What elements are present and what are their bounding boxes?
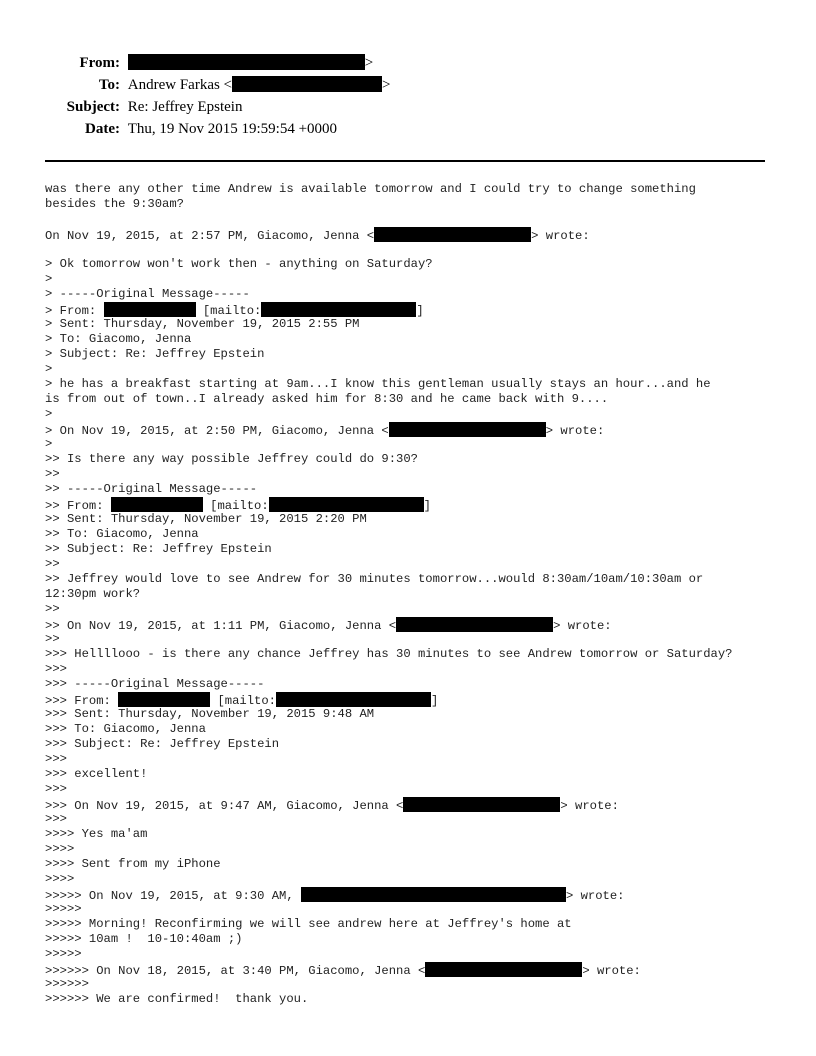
body-line-text: >> Sent: Thursday, November 19, 2015 2:20 PM xyxy=(45,512,367,526)
body-line-text: ] xyxy=(416,304,424,318)
body-line xyxy=(45,257,785,272)
header-subject-row xyxy=(0,98,242,116)
body-line xyxy=(45,677,785,692)
redaction-block xyxy=(403,797,560,812)
body-line-text: >> From: xyxy=(45,499,111,513)
redaction-block xyxy=(389,422,546,437)
body-line-text: >>> From: xyxy=(45,694,119,708)
body-line-text: [mailto: xyxy=(195,304,262,318)
body-line-text: >>> xyxy=(45,662,67,676)
body-line-text: >>>>>> xyxy=(45,977,89,991)
body-line xyxy=(45,407,785,422)
redaction-block xyxy=(425,962,582,977)
body-line-text: besides the 9:30am? xyxy=(45,197,184,211)
body-line xyxy=(45,782,785,797)
body-line xyxy=(45,722,785,737)
body-line xyxy=(45,587,785,602)
body-line-text: > wrote: xyxy=(545,424,605,438)
body-line-text: >>>>> xyxy=(45,902,82,916)
body-line-text: >>> Subject: Re: Jeffrey Epstein xyxy=(45,737,280,751)
body-line xyxy=(45,827,785,842)
body-line-text: >>>> Yes ma'am xyxy=(45,827,148,841)
body-line xyxy=(45,317,785,332)
body-line xyxy=(45,302,785,317)
body-line xyxy=(45,362,785,377)
body-line-text: >>> Sent: Thursday, November 19, 2015 9:48 AM xyxy=(45,707,375,721)
body-line-text: >>> xyxy=(45,782,67,796)
body-line xyxy=(45,422,785,437)
body-line-text: >>>>> Morning! Reconfirming we will see andrew here at Jeffrey's home at xyxy=(45,917,572,931)
body-line-text: >>>>>> On Nov 18, 2015, at 3:40 PM, Giacomo, Jenna < xyxy=(45,964,426,978)
body-line-text: >> To: Giacomo, Jenna xyxy=(45,527,199,541)
body-line xyxy=(45,182,785,197)
redaction-block xyxy=(396,617,553,632)
to-value xyxy=(128,77,391,93)
redaction-block xyxy=(276,692,431,707)
body-line xyxy=(45,212,785,227)
body-line xyxy=(45,632,785,647)
body-line xyxy=(45,902,785,917)
body-line-text: > On Nov 19, 2015, at 2:50 PM, Giacomo, Jenna < xyxy=(45,424,389,438)
body-line xyxy=(45,602,785,617)
body-line-text: is from out of town..I already asked him for 8:30 and he came back with 9.... xyxy=(45,392,609,406)
body-line-text: > wrote: xyxy=(560,799,619,813)
body-line-text: >> xyxy=(45,467,60,481)
body-line-text: >>>>>> We are confirmed! thank you. xyxy=(45,992,309,1006)
header-divider xyxy=(45,160,765,162)
body-line-text: was there any other time Andrew is available tomorrow and I could try to change something xyxy=(45,182,696,196)
header-to-row xyxy=(0,76,391,94)
body-line-text: > wrote: xyxy=(582,964,641,978)
redaction-block xyxy=(374,227,531,242)
body-line-text: > Subject: Re: Jeffrey Epstein xyxy=(45,347,265,361)
body-line-text: >> Subject: Re: Jeffrey Epstein xyxy=(45,542,272,556)
body-line-text: > From: xyxy=(45,304,104,318)
body-line xyxy=(45,497,785,512)
redaction-block xyxy=(232,76,382,92)
body-line-text: >>>>> On Nov 19, 2015, at 9:30 AM, xyxy=(45,889,301,903)
body-line xyxy=(45,527,785,542)
body-line-text: > xyxy=(45,272,53,286)
body-line xyxy=(45,452,785,467)
body-line xyxy=(45,887,785,902)
body-line xyxy=(45,752,785,767)
redaction-block xyxy=(269,497,424,512)
date-value: Thu, 19 Nov 2015 19:59:54 +0000 xyxy=(127,121,338,137)
body-line-text: >>>> Sent from my iPhone xyxy=(45,857,221,871)
to-suffix: > xyxy=(382,77,391,93)
body-line xyxy=(45,572,785,587)
redaction-block xyxy=(118,692,210,707)
header-from-row xyxy=(0,54,373,72)
body-line xyxy=(45,797,785,812)
body-line-text: On Nov 19, 2015, at 2:57 PM, Giacomo, Jenna < xyxy=(45,229,375,243)
redaction-block xyxy=(104,302,196,317)
body-line xyxy=(45,227,785,242)
body-line-text: > To: Giacomo, Jenna xyxy=(45,332,192,346)
body-line-text: ] xyxy=(430,694,439,708)
body-line xyxy=(45,872,785,887)
body-line xyxy=(45,992,785,1007)
body-line xyxy=(45,947,785,962)
body-line-text: >> xyxy=(45,632,60,646)
body-line-text: > -----Original Message----- xyxy=(45,287,250,301)
body-line xyxy=(45,437,785,452)
body-line-text: [mailto: xyxy=(202,499,269,513)
body-line-text: > wrote: xyxy=(553,619,612,633)
body-line-text: >> Jeffrey would love to see Andrew for 30 minutes tomorrow...would 8:30am/10am/10:30am or xyxy=(45,572,704,586)
from-value xyxy=(128,55,373,71)
body-line xyxy=(45,737,785,752)
body-line xyxy=(45,242,785,257)
body-line xyxy=(45,812,785,827)
body-line xyxy=(45,617,785,632)
body-line-text: > Ok tomorrow won't work then - anything on Saturday? xyxy=(45,257,433,271)
body-line-text: > he has a breakfast starting at 9am...I know this gentleman usually stays an hour...and he xyxy=(45,377,711,391)
from-suffix: > xyxy=(364,55,374,71)
redaction-block xyxy=(128,54,365,70)
body-line xyxy=(45,332,785,347)
body-line-text: [mailto: xyxy=(210,694,276,708)
body-line xyxy=(45,512,785,527)
body-line xyxy=(45,977,785,992)
body-line-text: >>>>> 10am ! 10-10:40am ;) xyxy=(45,932,243,946)
body-line xyxy=(45,377,785,392)
subject-label: Subject: xyxy=(66,99,120,115)
body-line xyxy=(45,287,785,302)
body-line-text: >>>> xyxy=(45,872,75,886)
body-line-text: ] xyxy=(423,499,431,513)
body-line-text: >>> xyxy=(45,752,67,766)
body-line xyxy=(45,392,785,407)
body-line-text: >>> Hellllooo - is there any chance Jeffrey has 30 minutes to see Andrew tomorrow or Saturday? xyxy=(45,647,733,661)
body-line xyxy=(45,692,785,707)
body-line xyxy=(45,857,785,872)
email-body xyxy=(45,182,785,1007)
body-line-text: > xyxy=(45,437,53,451)
body-line xyxy=(45,542,785,557)
body-line-text: > xyxy=(45,407,53,421)
body-line-text: >> xyxy=(45,602,60,616)
body-line xyxy=(45,197,785,212)
body-line-text: >>> To: Giacomo, Jenna xyxy=(45,722,206,736)
body-line-text: > xyxy=(45,362,53,376)
body-line xyxy=(45,347,785,362)
redaction-block xyxy=(111,497,203,512)
body-line xyxy=(45,842,785,857)
body-line-text: >> On Nov 19, 2015, at 1:11 PM, Giacomo, Jenna < xyxy=(45,619,397,633)
body-line-text: > Sent: Thursday, November 19, 2015 2:55 PM xyxy=(45,317,360,331)
body-line-text: >>>>> xyxy=(45,947,82,961)
to-label: To: xyxy=(98,77,120,93)
body-line-text: >>> -----Original Message----- xyxy=(45,677,265,691)
body-line-text: >> Is there any way possible Jeffrey could do 9:30? xyxy=(45,452,418,466)
body-line-text: >>>> xyxy=(45,842,75,856)
body-line-text: >> -----Original Message----- xyxy=(45,482,258,496)
redaction-block xyxy=(261,302,416,317)
redaction-block xyxy=(301,887,566,902)
body-line xyxy=(45,932,785,947)
from-label: From: xyxy=(79,55,120,71)
body-line-text: >> xyxy=(45,557,60,571)
body-line-text: >>> excellent! xyxy=(45,767,148,781)
body-line xyxy=(45,647,785,662)
body-line-text: >>> On Nov 19, 2015, at 9:47 AM, Giacomo, Jenna < xyxy=(45,799,404,813)
body-line xyxy=(45,482,785,497)
body-line xyxy=(45,467,785,482)
body-line-text: 12:30pm work? xyxy=(45,587,141,601)
body-line-text: >>> xyxy=(45,812,67,826)
body-line xyxy=(45,272,785,287)
body-line xyxy=(45,557,785,572)
date-label: Date: xyxy=(85,121,120,137)
to-name: Andrew Farkas < xyxy=(127,77,233,93)
header-date-row xyxy=(0,120,337,138)
body-line xyxy=(45,662,785,677)
subject-value: Re: Jeffrey Epstein xyxy=(127,99,243,115)
body-line-text: > wrote: xyxy=(531,229,590,243)
body-line xyxy=(45,917,785,932)
body-line xyxy=(45,707,785,722)
body-line xyxy=(45,767,785,782)
body-line-text: > wrote: xyxy=(565,889,625,903)
body-line xyxy=(45,962,785,977)
